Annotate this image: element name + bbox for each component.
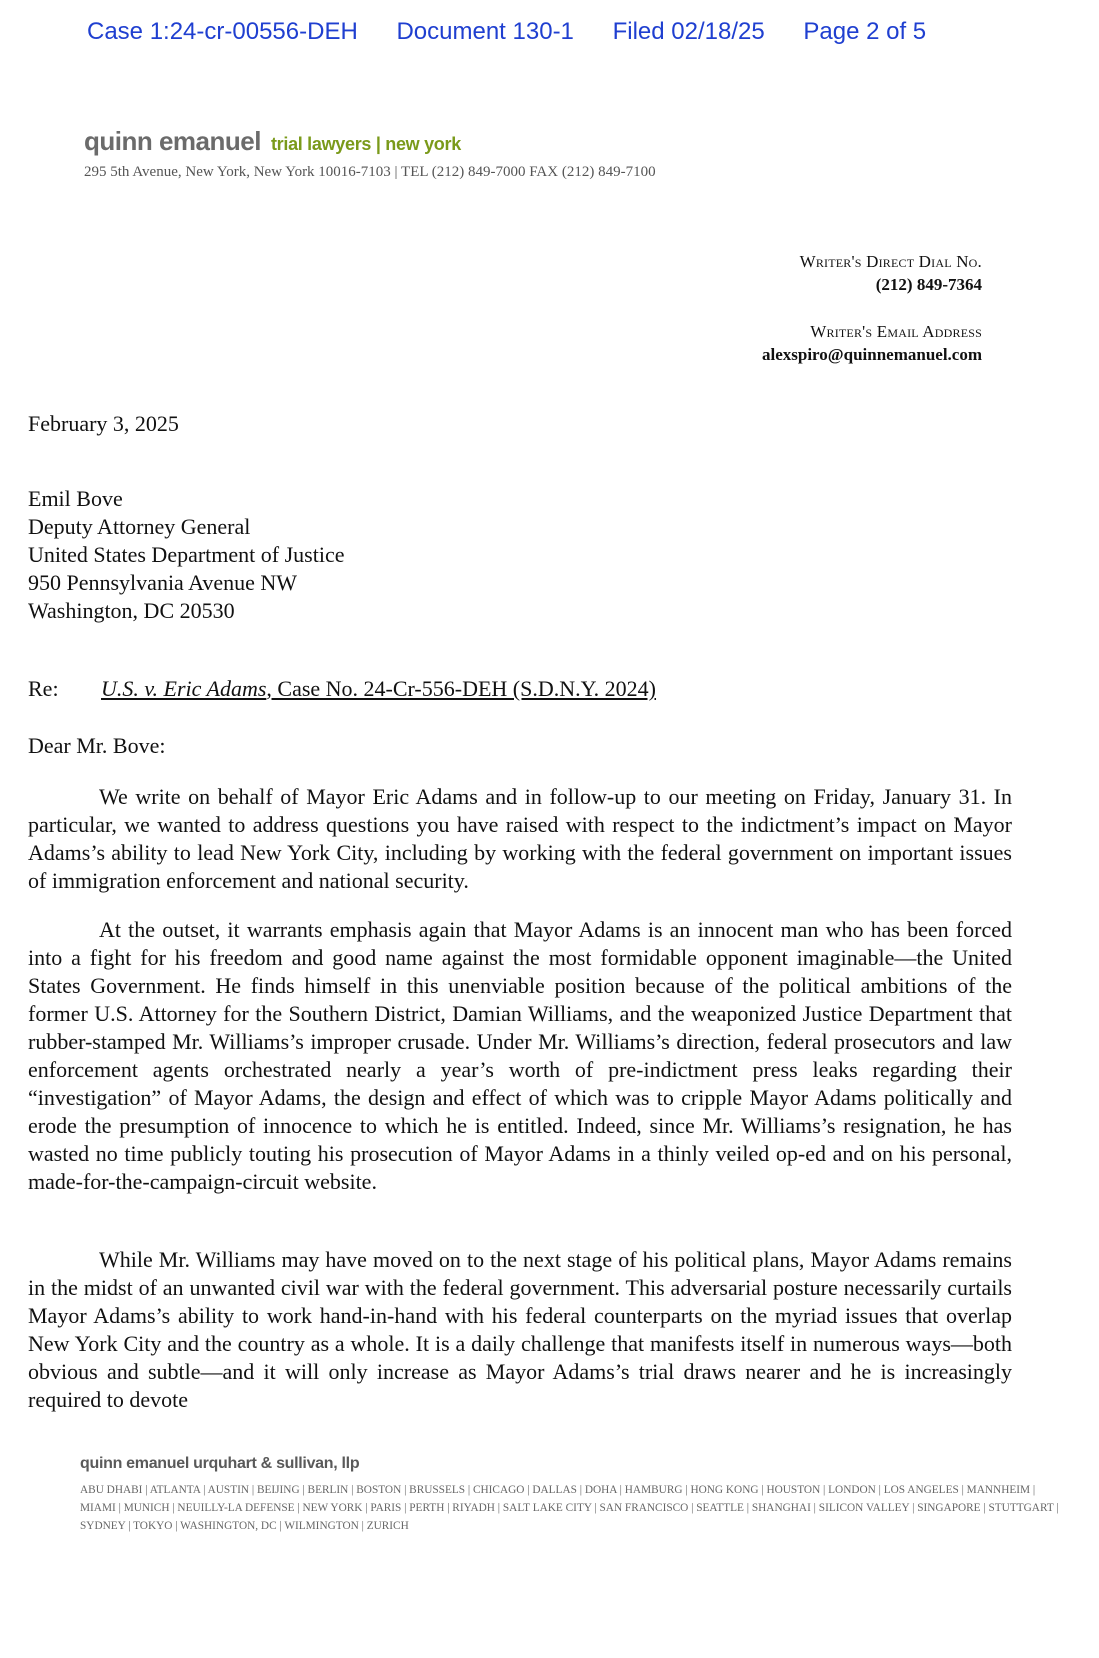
- footer-office: BRUSSELS |: [409, 1484, 471, 1496]
- footer-office: WILMINGTON |: [284, 1520, 364, 1532]
- footer-office: STUTTGART |: [988, 1502, 1059, 1514]
- page-indicator: Page 2 of 5: [803, 18, 927, 45]
- writer-email: [762, 320, 982, 366]
- recipient-org: United States Department of Justice: [28, 542, 345, 567]
- footer-office: DOHA |: [584, 1484, 622, 1496]
- footer-office: MANNHEIM |: [966, 1484, 1036, 1496]
- footer-office: BERLIN |: [307, 1484, 354, 1496]
- recipient-street: 950 Pennsylvania Avenue NW: [28, 570, 298, 595]
- footer-office: ATLANTA |: [149, 1484, 206, 1496]
- footer-office: LOS ANGELES |: [883, 1484, 964, 1496]
- body-paragraph-2: At the outset, it warrants emphasis again that Mayor Adams is an innocent man who has been forced into a fight for his freedom and good name against the most formidable opponent imaginable—the United States Government. He finds himself in this unenviable position because of the political ambitions of the former U.S. Attorney for the Southern District, Damian Williams, and the weaponized Justice Department that rubber-stamped Mr. Williams’s improper crusade. Under Mr. Williams’s direction, federal prosecutors and law enforcement agents orchestrated nearly a year’s worth of pre-indictment press leaks regarding their “investigation” of Mayor Adams, the design and effect of which was to cripple Mayor Adams politically and erode the presumption of innocence to which he is entitled. Indeed, since Mr. Williams’s resignation, he has wasted no time publicly touting his prosecution of Mayor Adams in a thinly veiled op-ed and on his personal, made-for-the-campaign-circuit website.: [28, 917, 1012, 1194]
- footer-office: MIAMI |: [80, 1502, 121, 1514]
- firm-logo-name: quinn emanuel: [84, 126, 261, 156]
- email-address: alexspiro@quinnemanuel.com: [762, 345, 982, 364]
- letter-footer: [80, 1455, 1070, 1535]
- footer-office: HOUSTON |: [766, 1484, 826, 1496]
- footer-office-list: [80, 1481, 1070, 1535]
- footer-office: SEATTLE |: [696, 1502, 750, 1514]
- footer-office: SAN FRANCISCO |: [599, 1502, 694, 1514]
- footer-office: PERTH |: [409, 1502, 450, 1514]
- body-paragraph-3: While Mr. Williams may have moved on to the next stage of his political plans, Mayor Adams remains in the midst of an unwanted civil war with the federal government. This adversarial posture necessarily curtails Mayor Adams’s ability to work hand-in-hand with his federal counterparts on the myriad issues that overlap New York City and the country as a whole. It is a daily challenge that manifests itself in numerous ways—both obvious and subtle—and it will only increase as Mayor Adams’s trial draws nearer and he is increasingly required to devote: [28, 1247, 1012, 1412]
- footer-office: ZURICH: [366, 1520, 409, 1532]
- re-label: Re:: [28, 676, 59, 701]
- letter-date: February 3, 2025: [28, 411, 179, 436]
- footer-office: HAMBURG |: [624, 1484, 688, 1496]
- footer-office: HONG KONG |: [690, 1484, 764, 1496]
- footer-office: SHANGHAI |: [751, 1502, 816, 1514]
- footer-office: BEIJING |: [256, 1484, 305, 1496]
- writer-direct-dial: [800, 250, 982, 296]
- footer-office: RIYADH |: [452, 1502, 501, 1514]
- recipient-title: Deputy Attorney General: [28, 514, 251, 539]
- footer-office: NEW YORK |: [302, 1502, 368, 1514]
- footer-office: ABU DHABI |: [80, 1484, 148, 1496]
- footer-office: SALT LAKE CITY |: [502, 1502, 597, 1514]
- salutation: Dear Mr. Bove:: [28, 733, 166, 758]
- body-paragraph-1: We write on behalf of Mayor Eric Adams and in follow-up to our meeting on Friday, January 31. In particular, we wanted to address questions you have raised with respect to the indictment’s impact on Mayor Adams’s ability to lead New York City, including by working with the federal government on important issues of immigration enforcement and national security.: [28, 784, 1012, 893]
- case-number: Case 1:24-cr-00556-DEH: [87, 18, 358, 45]
- footer-office: AUSTIN |: [207, 1484, 255, 1496]
- footer-office: CHICAGO |: [472, 1484, 530, 1496]
- footer-office: MUNICH |: [123, 1502, 175, 1514]
- document-number: Document 130-1: [396, 18, 574, 45]
- footer-office: SILICON VALLEY |: [818, 1502, 915, 1514]
- email-label: Writer's Email Address: [810, 322, 982, 341]
- footer-office: NEUILLY-LA DEFENSE |: [177, 1502, 300, 1514]
- footer-office: BOSTON |: [356, 1484, 407, 1496]
- footer-office: WASHINGTON, DC |: [180, 1520, 282, 1532]
- firm-address: 295 5th Avenue, New York, New York 10016-7103 | TEL (212) 849-7000 FAX (212) 849-7100: [84, 164, 656, 180]
- letterhead: [84, 126, 656, 181]
- footer-office: LONDON |: [828, 1484, 881, 1496]
- filed-date: Filed 02/18/25: [612, 18, 765, 45]
- footer-firm-name: quinn emanuel urquhart & sullivan, llp: [80, 1455, 360, 1472]
- footer-office: TOKYO |: [133, 1520, 178, 1532]
- direct-dial-label: Writer's Direct Dial No.: [799, 252, 982, 271]
- re-case-detail: , Case No. 24-Cr-556-DEH (S.D.N.Y. 2024): [266, 676, 657, 701]
- direct-dial-number: (212) 849-7364: [875, 275, 982, 294]
- footer-office: SINGAPORE |: [917, 1502, 986, 1514]
- footer-office: SYDNEY |: [80, 1520, 131, 1532]
- re-line: [28, 675, 1012, 703]
- recipient-address: [28, 485, 1012, 625]
- recipient-city: Washington, DC 20530: [28, 598, 235, 623]
- court-filing-header: [87, 18, 958, 46]
- firm-tagline: trial lawyers | new york: [270, 134, 461, 154]
- footer-office: PARIS |: [370, 1502, 407, 1514]
- recipient-name: Emil Bove: [28, 486, 123, 511]
- re-case-name: U.S. v. Eric Adams: [101, 676, 267, 701]
- footer-office: DALLAS |: [532, 1484, 582, 1496]
